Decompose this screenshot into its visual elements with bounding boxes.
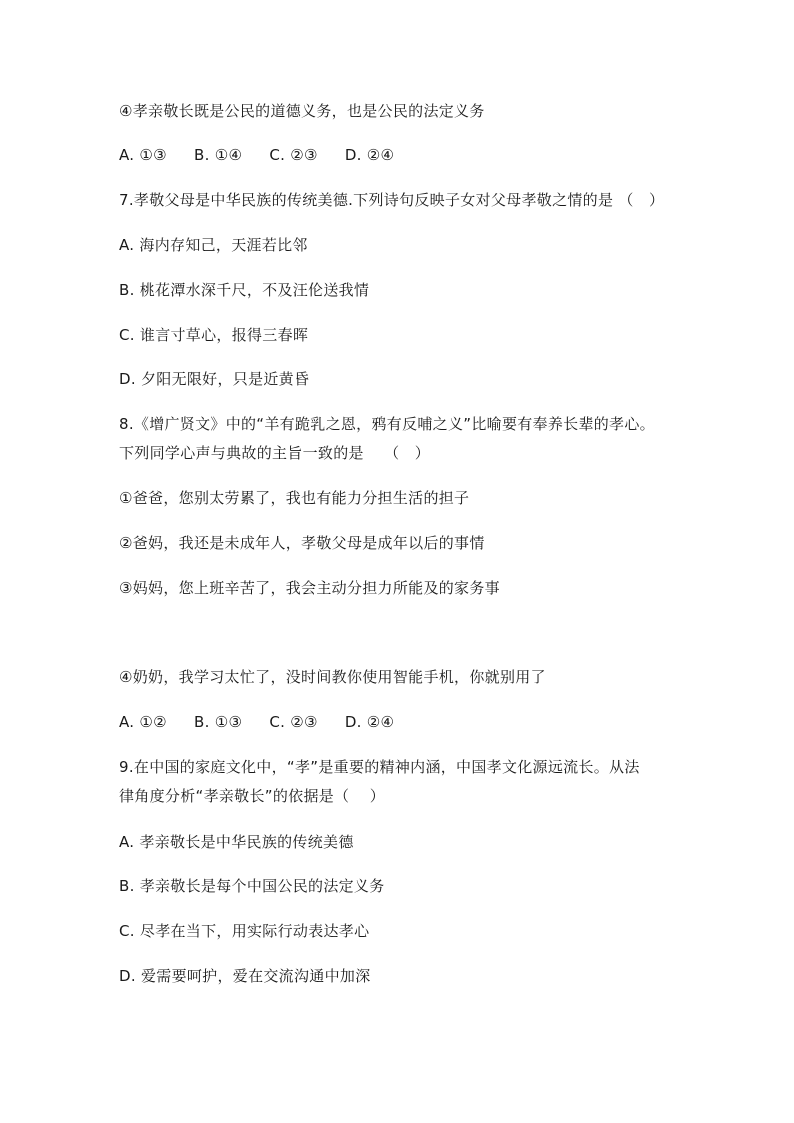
q7-option-d: D. 夕阳无限好，只是近黄昏 [119, 370, 310, 388]
q9-option-b: B. 孝亲敬长是每个中国公民的法定义务 [119, 877, 385, 895]
q8-option-c: C. ②③ [269, 713, 318, 731]
q8-option-d: D. ②④ [344, 713, 395, 731]
q7-stem: 7.孝敬父母是中华民族的传统美德.下列诗句反映子女对父母孝敬之情的是 （ ） [119, 191, 665, 209]
q8-statement-4: ④奶奶，我学习太忙了，没时间教你使用智能手机，你就别用了 [119, 668, 546, 686]
q8-option-a: A. ①② [119, 713, 167, 731]
q8-stem-line2: 下列同学心声与典故的主旨一致的是 （ ） [119, 444, 431, 462]
q9-stem-line1: 9.在中国的家庭文化中，“孝”是重要的精神内涵，中国孝文化源远流长。从法 [119, 758, 640, 776]
q6-option-a: A. ①③ [119, 146, 167, 164]
q7-option-b: B. 桃花潭水深千尺，不及汪伦送我情 [119, 281, 370, 299]
q7-option-c: C. 谁言寸草心，报得三春晖 [119, 326, 309, 344]
q7-option-a: A. 海内存知己，天涯若比邻 [119, 236, 308, 254]
q9-stem-line2: 律角度分析“孝亲敬长”的依据是（ ） [119, 787, 386, 805]
q8-statement-1: ①爸爸，您别太劳累了，我也有能力分担生活的担子 [119, 489, 470, 507]
q8-stem-line1: 8.《增广贤文》中的“羊有跪乳之恩，鸦有反哺之义”比喻要有奉养长辈的孝心。 [119, 415, 655, 433]
q6-option-d: D. ②④ [344, 146, 395, 164]
q6-statement-4: ④孝亲敬长既是公民的道德义务，也是公民的法定义务 [119, 102, 485, 120]
q6-options [119, 145, 416, 165]
q9-option-d: D. 爱需要呵护，爱在交流沟通中加深 [119, 967, 371, 985]
q8-option-b: B. ①③ [194, 713, 243, 731]
q6-option-c: C. ②③ [269, 146, 318, 164]
q8-options [119, 712, 416, 732]
q8-statement-3: ③妈妈，您上班辛苦了，我会主动分担力所能及的家务事 [119, 579, 500, 597]
q9-option-a: A. 孝亲敬长是中华民族的传统美德 [119, 833, 354, 851]
q9-option-c: C. 尽孝在当下，用实际行动表达孝心 [119, 922, 370, 940]
q8-statement-2: ②爸妈，我还是未成年人，孝敬父母是成年以后的事情 [119, 534, 485, 552]
q6-option-b: B. ①④ [194, 146, 243, 164]
